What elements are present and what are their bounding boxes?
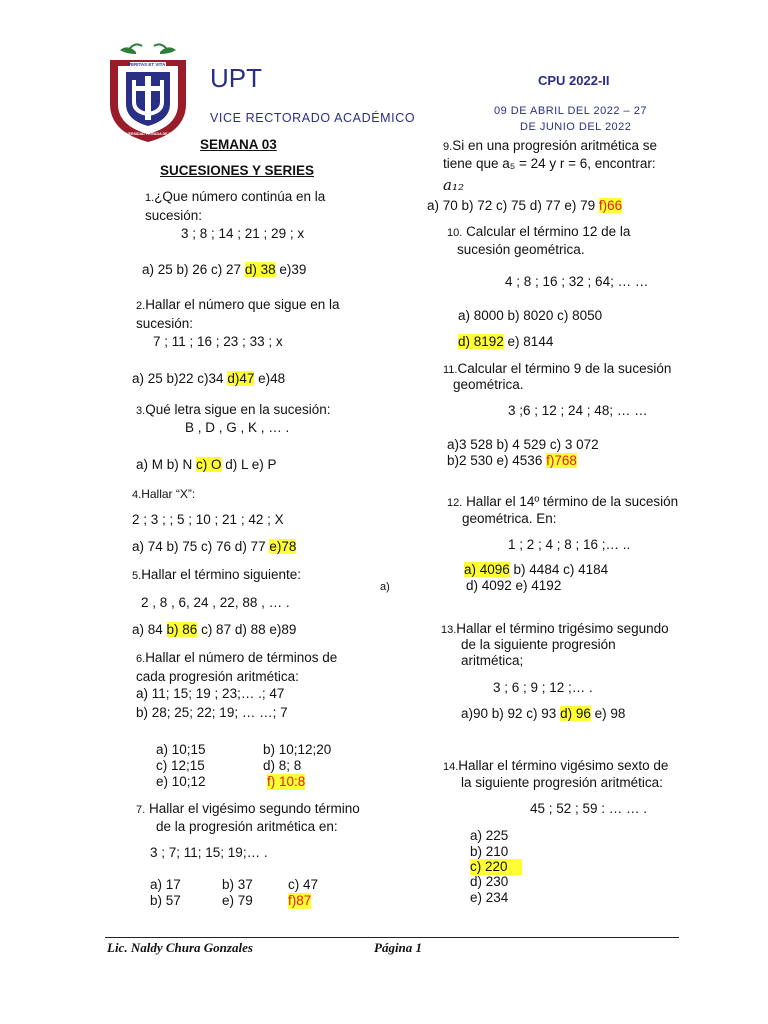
- question-9-options: [427, 198, 622, 214]
- question-text: Si en una progresión aritmética se: [452, 138, 658, 153]
- options-text: a)90 b) 92 c) 93: [461, 706, 561, 721]
- question-number: 5.: [132, 570, 142, 582]
- question-number: 13.: [441, 624, 457, 636]
- answer-highlight: e)78: [269, 539, 297, 554]
- topic-title: SUCESIONES Y SERIES: [160, 163, 315, 178]
- dates-line-2: DE JUNIO DEL 2022: [520, 121, 632, 133]
- options-text: c) 87 d) 88 e)89: [197, 622, 297, 637]
- question-11-options: a)3 528 b) 4 529 c) 3 072: [447, 437, 599, 452]
- question-3-options: [136, 457, 277, 473]
- question-text: Hallar el número que sigue en la: [145, 297, 340, 312]
- question-12-options: [464, 562, 608, 578]
- question-number: 7.: [136, 804, 146, 816]
- question-12-options-2: d) 4092 e) 4192: [466, 578, 562, 593]
- answer-highlight: b) 86: [166, 622, 198, 637]
- options-text: e) 98: [590, 706, 626, 721]
- footer-page-number: Página 1: [374, 940, 423, 955]
- question-3: [136, 402, 331, 419]
- question-text: Hallar el término siguiente:: [141, 567, 302, 582]
- question-6-item-a: a) 11; 15; 19 ; 23;… .; 47: [136, 686, 285, 701]
- options-text: b)2 530 e) 4536: [447, 453, 547, 468]
- logo-ring-text: UNIVERSIDAD PRIVADA DE TACNA: [120, 132, 181, 136]
- question-text: Calcular el término 12 de la: [466, 224, 631, 239]
- question-text: Hallar el término vigésimo sexto de: [458, 758, 669, 773]
- question-9: [443, 138, 657, 155]
- question-2-options: [132, 371, 285, 387]
- question-text: Hallar el vigésimo segundo término: [148, 801, 360, 816]
- question-number: 9.: [443, 141, 453, 153]
- question-text: Hallar “X”:: [141, 487, 196, 501]
- question-4: [132, 486, 195, 503]
- option: a) 225: [470, 828, 509, 843]
- option: b) 10;12;20: [263, 742, 332, 757]
- question-1-sequence: 3 ; 8 ; 14 ; 21 ; 29 ; x: [181, 226, 305, 241]
- question-11-line2: geométrica.: [453, 377, 524, 392]
- option: d) 8; 8: [263, 758, 302, 773]
- question-1: [145, 189, 325, 206]
- answer-highlight: a) 4096: [464, 562, 510, 577]
- question-10-sequence: 4 ; 8 ; 16 ; 32 ; 64; … …: [505, 274, 649, 289]
- answer-highlight: f) 10:8: [267, 774, 306, 789]
- question-14-sequence: 45 ; 52 ; 59 : … … .: [530, 801, 648, 816]
- stray-label: a): [380, 581, 390, 593]
- question-13-line3: aritmética;: [461, 653, 524, 668]
- question-4-sequence: 2 ; 3 ; ; 5 ; 10 ; 21 ; 42 ; X: [132, 512, 284, 527]
- question-7-sequence: 3 ; 7; 11; 15; 19;… .: [150, 845, 268, 860]
- question-13-line2: de la siguiente progresión: [461, 637, 616, 652]
- question-10-options: a) 8000 b) 8020 c) 8050: [458, 308, 603, 323]
- options-text: a) 70 b) 72 c) 75 d) 77 e) 79: [427, 198, 599, 213]
- question-number: 2.: [136, 300, 146, 312]
- option: b) 57: [150, 893, 181, 908]
- question-5-options: [132, 622, 296, 638]
- question-14: [443, 758, 668, 775]
- question-11: [443, 361, 671, 378]
- option: c) 12;15: [156, 758, 205, 773]
- question-number: 10.: [447, 227, 463, 239]
- option: b) 210: [470, 844, 509, 859]
- question-4-options: [132, 539, 296, 555]
- question-14-line2: la siguiente progresión aritmética:: [461, 775, 663, 790]
- options-text: a) 25 b)22 c)34: [132, 371, 228, 386]
- question-2: [136, 297, 340, 314]
- question-5-sequence: 2 , 8 , 6, 24 , 22, 88 , … .: [141, 595, 290, 610]
- answer-highlight: f)66: [598, 198, 623, 213]
- logo-motto: VERITAS ET VITA: [128, 62, 166, 67]
- option: d) 230: [470, 874, 509, 889]
- question-7-line2: de la progresión aritmética en:: [156, 819, 338, 834]
- question-text: Calcular el término 9 de la sucesión: [457, 361, 672, 376]
- question-number: 14.: [443, 761, 459, 773]
- question-11-options-2: [447, 453, 577, 469]
- question-10-line2: sucesión geométrica.: [457, 242, 585, 257]
- question-13-options: [461, 706, 625, 722]
- answer-highlight: c) 220: [470, 859, 522, 875]
- question-6-line2: cada progresión aritmética:: [136, 669, 299, 684]
- question-6-item-b: b) 28; 25; 22; 19; … …; 7: [136, 705, 288, 720]
- answer-highlight: d) 8192: [458, 334, 504, 349]
- question-text: Hallar el término trigésimo segundo: [456, 621, 669, 636]
- option: a) 10;15: [156, 742, 206, 757]
- footer-rule: [105, 937, 679, 938]
- office-name: VICE RECTORADO ACADÉMICO: [210, 111, 416, 125]
- options-text: a) M b) N: [136, 457, 197, 472]
- week-title: SEMANA 03: [200, 137, 277, 152]
- answer-highlight: d) 38: [244, 262, 276, 277]
- question-6: [136, 650, 337, 667]
- question-number: 12.: [447, 497, 463, 509]
- question-9-line2: tiene que a₅ = 24 y r = 6, encontrar:: [443, 156, 656, 171]
- option: e) 234: [470, 890, 509, 905]
- options-text: e)39: [275, 262, 307, 277]
- option: a) 17: [150, 877, 181, 892]
- options-text: a) 74 b) 75 c) 76 d) 77: [132, 539, 270, 554]
- question-7: [136, 801, 360, 818]
- question-number: 6.: [136, 653, 146, 665]
- answer-highlight: f)768: [546, 453, 577, 468]
- course-name: CPU 2022-II: [538, 73, 610, 88]
- answer-highlight: f)87: [288, 893, 312, 908]
- answer-highlight: c) O: [196, 457, 222, 472]
- dates-line-1: 09 DE ABRIL DEL 2022 – 27: [494, 105, 647, 117]
- question-10: [447, 224, 630, 241]
- question-number: 3.: [136, 405, 146, 417]
- question-13-sequence: 3 ; 6 ; 9 ; 12 ;… .: [493, 680, 593, 695]
- options-text: b) 4484 c) 4184: [509, 562, 609, 577]
- question-3-sequence: B , D , G , K , … .: [185, 420, 290, 435]
- question-2-sequence: 7 ; 11 ; 16 ; 23 ; 33 ; x: [153, 334, 283, 349]
- question-13: [441, 621, 669, 638]
- question-12-line2: geométrica. En:: [462, 511, 557, 526]
- options-text: a) 25 b) 26 c) 27: [142, 262, 245, 277]
- options-text: d) L e) P: [221, 457, 277, 472]
- question-1-options: [142, 262, 306, 278]
- question-number: 4.: [132, 489, 142, 501]
- question-number: 11.: [443, 364, 458, 376]
- question-2-line2: sucesión:: [136, 316, 194, 331]
- question-text: Hallar el número de términos de: [145, 650, 338, 665]
- university-logo: [106, 42, 190, 144]
- option: e) 79: [222, 893, 253, 908]
- footer-author: Lic. Naldy Chura Gonzales: [107, 940, 253, 955]
- answer-highlight: d) 96: [560, 706, 591, 721]
- question-text: Qué letra sigue en la sucesión:: [145, 402, 331, 417]
- option: e) 10;12: [156, 774, 206, 789]
- question-number: 1.: [145, 192, 155, 204]
- options-text: e) 8144: [503, 334, 554, 349]
- question-12: [447, 494, 678, 511]
- question-5: [132, 567, 301, 584]
- question-text: ¿Que número continúa en la: [154, 189, 326, 204]
- question-11-sequence: 3 ;6 ; 12 ; 24 ; 48; … …: [508, 403, 648, 418]
- question-10-options-2: [458, 334, 553, 350]
- option: b) 37: [222, 877, 253, 892]
- question-12-sequence: 1 ; 2 ; 4 ; 8 ; 16 ;… ..: [508, 537, 631, 552]
- answer-highlight: d)47: [227, 371, 255, 386]
- institution-name: UPT: [210, 63, 262, 93]
- options-text: a) 84: [132, 622, 167, 637]
- question-9-target: a₁₂: [443, 176, 464, 194]
- question-1-line2: sucesión:: [145, 208, 203, 223]
- option: c) 47: [288, 877, 319, 892]
- question-text: Hallar el 14º término de la sucesión: [466, 494, 679, 509]
- options-text: e)48: [254, 371, 286, 386]
